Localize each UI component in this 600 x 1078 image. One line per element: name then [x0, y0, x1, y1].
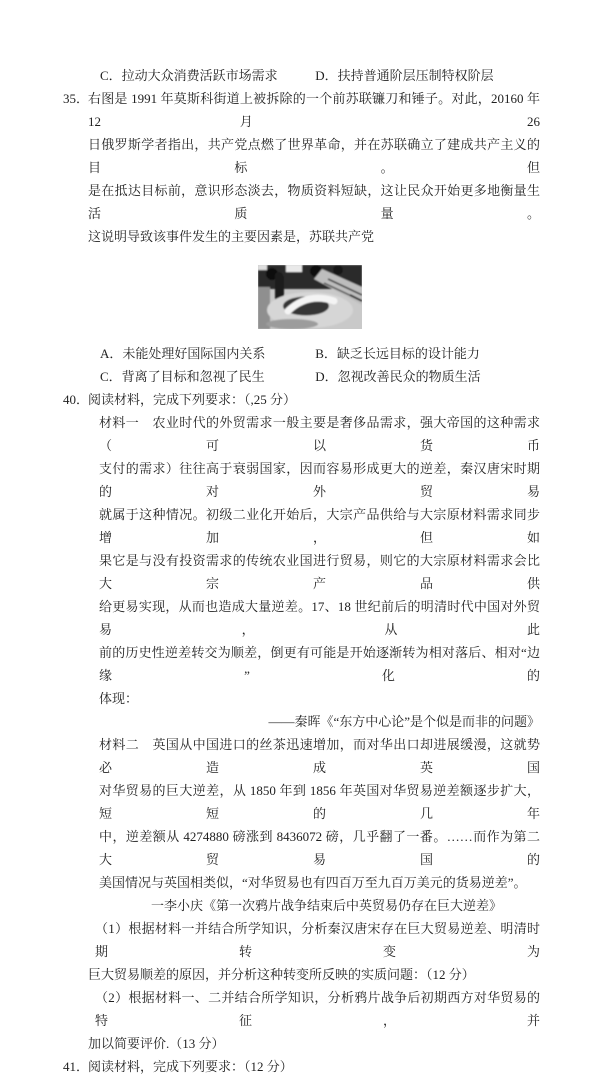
- question-35-number: 35．: [63, 91, 90, 106]
- question-40-sub2-line: 加以简要评价.（13 分）: [88, 1036, 225, 1051]
- question-35-line-3: 是在抵达目标前，意识形态淡去，物质资料短缺，这让民众开始更多地衡量生活质量。: [88, 183, 540, 221]
- material-2-line: 材料二 英国从中国进口的丝茶迅速增加，而对华出口却进展缓漫，这就势必造成英国: [99, 737, 540, 775]
- question-35-text: 右图是 1991 年莫斯科街道上被拆除的一个前苏联镰刀和锤子。对此，20160 年 12 月 26: [88, 91, 540, 129]
- material-1-line: 材料一 农业时代的外贸需求一般主要是奢侈品需求，强大帝国的这种需求（可以货币: [99, 415, 540, 453]
- monument-photo: [258, 265, 362, 329]
- option-d: D．忽视改善民众的物质生活: [315, 369, 481, 384]
- question-41-intro-text: 阅读材料，完成下列要求：（12 分）: [88, 1059, 293, 1074]
- option-c: C．拉动大众消费活跃市场需求: [100, 68, 278, 83]
- question-35-line-1: [63, 87, 540, 133]
- option-d: D．扶持普通阶层压制特权阶层: [315, 68, 494, 83]
- prev-question-options-row: [63, 64, 540, 87]
- material-2-line: 美国情况与英国相类似，“对华贸易也有四百万至九百万美元的货易逆差”。: [99, 875, 527, 890]
- option-c: C．背离了目标和忽视了民生: [100, 369, 265, 384]
- question-40-intro: [63, 388, 540, 411]
- question-40-sub1-line: 巨大贸易顺差的原因，并分析这种转变所反映的实质问题：（12 分）: [88, 967, 475, 982]
- question-35-line-4: 这说明导致该事件发生的主要因素是，苏联共产党: [88, 229, 375, 244]
- material-1-line: 果它是与没有投资需求的传统农业国进行贸易，则它的大宗原材料需求会比大宗产品供: [99, 553, 540, 591]
- question-35-line-2: 日俄罗斯学者指出，共产党点燃了世界革命，并在苏联确立了建成共产主义的目标。但: [88, 137, 540, 175]
- hammer-sickle-photo-image: [258, 265, 362, 329]
- option-a: A．未能处理好国际国内关系: [100, 346, 266, 361]
- material-1-line: 就属于这种情况。初级二业化开始后，大宗产品供给与大宗原材料需求同步增加，但如: [99, 507, 540, 545]
- question-35-options-row-1: [63, 342, 540, 365]
- material-1-line: 支付的需求）往往高于衰弱国家，因而容易形成更大的逆差，秦汉唐宋时期的对外贸易: [99, 461, 540, 499]
- option-b: B．缺乏长远目标的设计能力: [315, 346, 480, 361]
- material-2-line: 中，逆差额从 4274880 磅涨到 8436072 磅，几乎翻了一番。……而作为第二大贸易国的: [99, 829, 540, 867]
- question-35-options-row-2: [63, 365, 540, 388]
- question-40-intro-text: 阅读材料，完成下列要求：（,25 分）: [88, 392, 297, 407]
- material-1-line: 前的历史性逆差转交为顺差，倒更有可能是开始逐渐转为相对落后、相对“边缘”化的: [99, 645, 540, 683]
- question-41-intro: [63, 1055, 540, 1078]
- exam-content: [63, 64, 540, 1078]
- material-1-source: ——秦晖《“东方中心论”是个似是而非的问题》: [268, 714, 540, 729]
- material-1-line: 体现：: [99, 691, 139, 706]
- question-40-sub1-line: （1）根据材料一并结合所学知识，分析秦汉唐宋存在巨大贸易逆差、明清时期转变为: [95, 921, 540, 959]
- material-2-source: 一李小庆《第一次鸦片战争结束后中英贸易仍存在巨大逆差》: [150, 898, 502, 913]
- material-2-line: 对华贸易的巨大逆差，从 1850 年到 1856 年英国对华贸易逆差额逐步扩大，短短的几年: [99, 783, 540, 821]
- question-40-sub2-line: （2）根据材料一、二并结合所学知识，分析鸦片战争后初期西方对华贸易的特征，并: [95, 990, 540, 1028]
- material-1-line: 给更易实现，从而也造成大量逆差。17、18 世纪前后的明清时代中国对外贸易，从此: [99, 599, 540, 637]
- question-41-number: 41．: [63, 1059, 90, 1074]
- question-40-number: 40．: [63, 392, 90, 407]
